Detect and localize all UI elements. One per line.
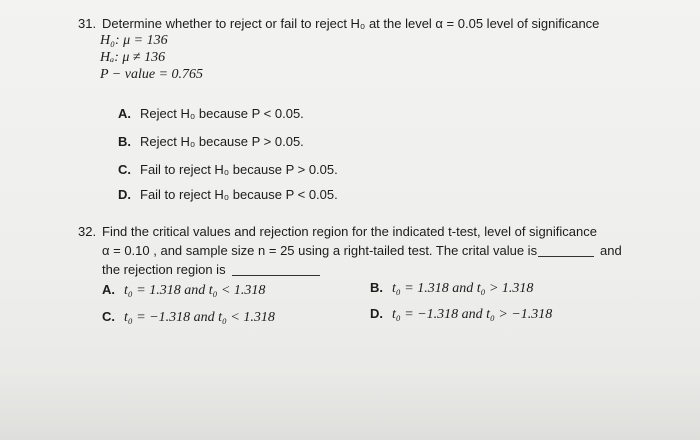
option-text: t₀ = 1.318 and t₀ < 1.318 [124, 283, 266, 298]
q32-line2-text: α = 0.10 , and sample size n = 25 using a right-tailed test. The crital value is [102, 243, 538, 258]
q31-option-b[interactable] [118, 134, 304, 149]
option-letter: B. [370, 280, 383, 295]
q32-option-c[interactable] [102, 309, 275, 326]
option-letter: D. [370, 306, 383, 321]
option-text: Reject H₀ because P > 0.05. [140, 134, 304, 149]
option-letter: C. [118, 162, 131, 177]
option-letter: A. [102, 282, 115, 297]
q31-prompt: Determine whether to reject or fail to reject H₀ at the level α = 0.05 level of significance [102, 16, 600, 31]
option-text: Fail to reject H₀ because P < 0.05. [140, 187, 338, 202]
q32-line2 [102, 243, 537, 258]
q32-line2-end: and [600, 243, 622, 258]
option-text: Reject H₀ because P < 0.05. [140, 106, 304, 121]
q31-option-d[interactable] [118, 187, 338, 202]
q32-line1: Find the critical values and rejection region for the indicated t-test, level of significance [102, 224, 597, 239]
option-letter: C. [102, 309, 115, 324]
q31-null-hypothesis: H₀: μ = 136 [100, 33, 168, 48]
option-letter: A. [118, 106, 131, 121]
q32-option-d[interactable] [370, 306, 552, 323]
q32-option-a[interactable] [102, 282, 265, 299]
q32-line3: the rejection region is [102, 262, 226, 277]
q31-number: 31. [78, 16, 97, 31]
q32-option-b[interactable] [370, 280, 533, 297]
option-letter: D. [118, 187, 131, 202]
option-text: t₀ = −1.318 and t₀ < 1.318 [124, 310, 275, 325]
option-text: Fail to reject H₀ because P > 0.05. [140, 162, 338, 177]
q31-option-c[interactable] [118, 162, 338, 177]
q31-option-a[interactable] [118, 106, 304, 121]
q31-alt-hypothesis: Hₐ: μ ≠ 136 [100, 50, 166, 65]
rejection-region-blank[interactable] [232, 275, 320, 276]
option-text: t₀ = −1.318 and t₀ > −1.318 [392, 307, 553, 322]
paper-shading [0, 370, 700, 440]
q31-pvalue: P − value = 0.765 [100, 67, 204, 82]
option-letter: B. [118, 134, 131, 149]
critical-value-blank[interactable] [538, 256, 594, 257]
option-text: t₀ = 1.318 and t₀ > 1.318 [392, 281, 534, 296]
q32-number: 32. [78, 224, 97, 239]
